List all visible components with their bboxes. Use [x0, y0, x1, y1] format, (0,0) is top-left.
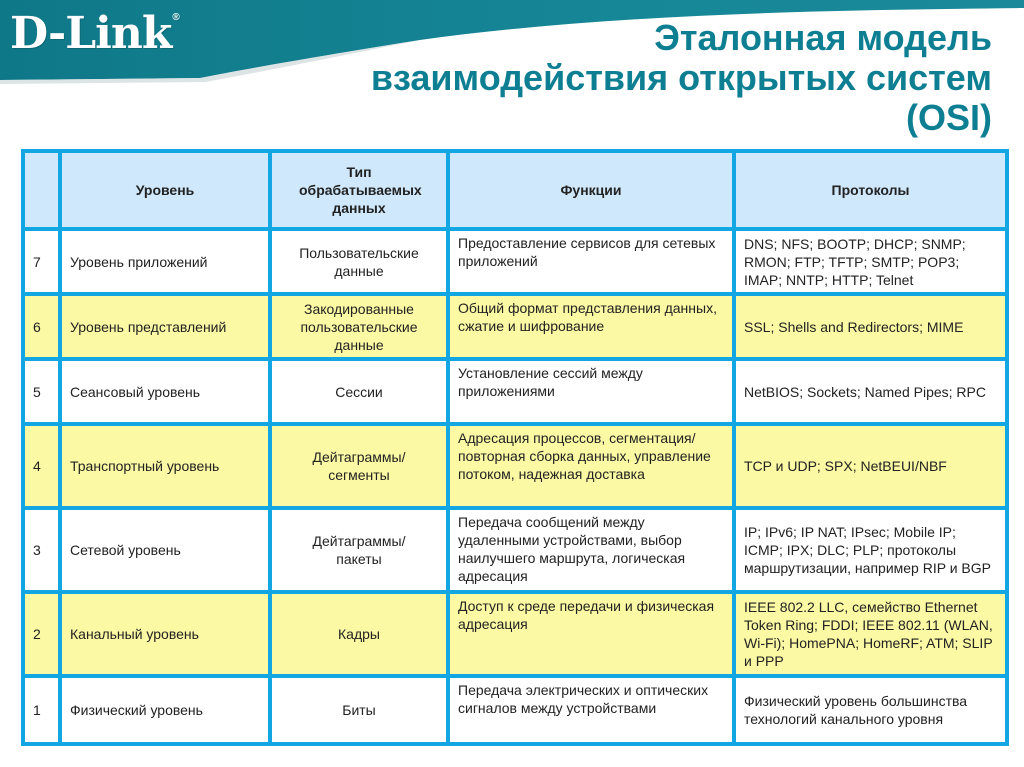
dlink-logo: [10, 8, 179, 59]
layer-data-type: Сессии: [270, 359, 448, 424]
layer-functions: Адресация процессов, сегментация/ повторная сборка данных, управление потоком, надежная доставка: [448, 424, 734, 508]
layer-protocols: TCP и UDP; SPX; NetBEUI/NBF: [734, 424, 1007, 508]
title-line-2: взаимодействия открытых систем: [370, 57, 992, 98]
logo-text: D-Link: [10, 8, 172, 59]
table-row-layer-3: [23, 508, 1007, 592]
table-header-row: [23, 151, 1007, 229]
layer-protocols: IP; IPv6; IP NAT; IPsec; Mobile IP; ICMP; IPX; DLC; PLP; протоколы маршрутизации, например RIP и BGP: [734, 508, 1007, 592]
layer-protocols: IEEE 802.2 LLC, семейство Ethernet Token Ring; FDDI; IEEE 802.11 (WLAN, Wi-Fi); HomePNA; HomeRF; ATM; SLIP и PPP: [734, 592, 1007, 676]
layer-data-type-label: Дейтаграммы/ сегменты: [312, 449, 406, 483]
layer-data-type: Пользовательские данные: [270, 229, 448, 294]
header-data-type: [270, 151, 448, 229]
layer-functions: Предоставление сервисов для сетевых приложений: [448, 229, 734, 294]
layer-name: Сеансовый уровень: [60, 359, 270, 424]
table-row-layer-6: [23, 294, 1007, 359]
layer-data-type: [270, 424, 448, 508]
title-line-1: Эталонная модель: [654, 17, 992, 58]
layer-name: Канальный уровень: [60, 592, 270, 676]
layer-protocols: DNS; NFS; BOOTP; DHCP; SNMP; RMON; FTP; TFTP; SMTP; POP3; IMAP; NNTP; HTTP; Telnet: [734, 229, 1007, 294]
header-data-type-label: Тип обрабатываемых данных: [299, 164, 422, 216]
registered-mark: ®: [172, 12, 179, 23]
layer-number: 1: [23, 676, 60, 744]
layer-number: 3: [23, 508, 60, 592]
layer-name: Транспортный уровень: [60, 424, 270, 508]
layer-protocols: Физический уровень большинства технологий канального уровня: [734, 676, 1007, 744]
layer-protocols: SSL; Shells and Redirectors; MIME: [734, 294, 1007, 359]
header-protocols: Протоколы: [734, 151, 1007, 229]
layer-name: Физический уровень: [60, 676, 270, 744]
layer-data-type-label: Дейтаграммы/ пакеты: [312, 533, 406, 567]
layer-number: 4: [23, 424, 60, 508]
table-row-layer-5: [23, 359, 1007, 424]
header-functions: Функции: [448, 151, 734, 229]
layer-data-type: [270, 508, 448, 592]
layer-functions: Передача сообщений между удаленными устройствами, выбор наилучшего маршрута, логическая адресация: [448, 508, 734, 592]
header-num: [23, 151, 60, 229]
layer-functions: Передача электрических и оптических сигналов между устройствами: [448, 676, 734, 744]
layer-number: 2: [23, 592, 60, 676]
header-level: Уровень: [60, 151, 270, 229]
layer-name: Уровень приложений: [60, 229, 270, 294]
table-row-layer-2: [23, 592, 1007, 676]
table-row-layer-4: [23, 424, 1007, 508]
layer-functions: Доступ к среде передачи и физическая адресация: [448, 592, 734, 676]
title-line-3: (OSI): [906, 97, 992, 138]
layer-name: Уровень представлений: [60, 294, 270, 359]
layer-name: Сетевой уровень: [60, 508, 270, 592]
layer-number: 7: [23, 229, 60, 294]
layer-number: 5: [23, 359, 60, 424]
layer-functions: Установление сессий между приложениями: [448, 359, 734, 424]
layer-data-type: Кадры: [270, 592, 448, 676]
page-title: [371, 18, 992, 138]
osi-model-table: [21, 149, 1009, 746]
layer-functions: Общий формат представления данных, сжатие и шифрование: [448, 294, 734, 359]
layer-number: 6: [23, 294, 60, 359]
layer-protocols: NetBIOS; Sockets; Named Pipes; RPC: [734, 359, 1007, 424]
table-row-layer-7: [23, 229, 1007, 294]
layer-data-type: Закодированные пользовательские данные: [270, 294, 448, 359]
table-row-layer-1: [23, 676, 1007, 744]
layer-data-type: Биты: [270, 676, 448, 744]
